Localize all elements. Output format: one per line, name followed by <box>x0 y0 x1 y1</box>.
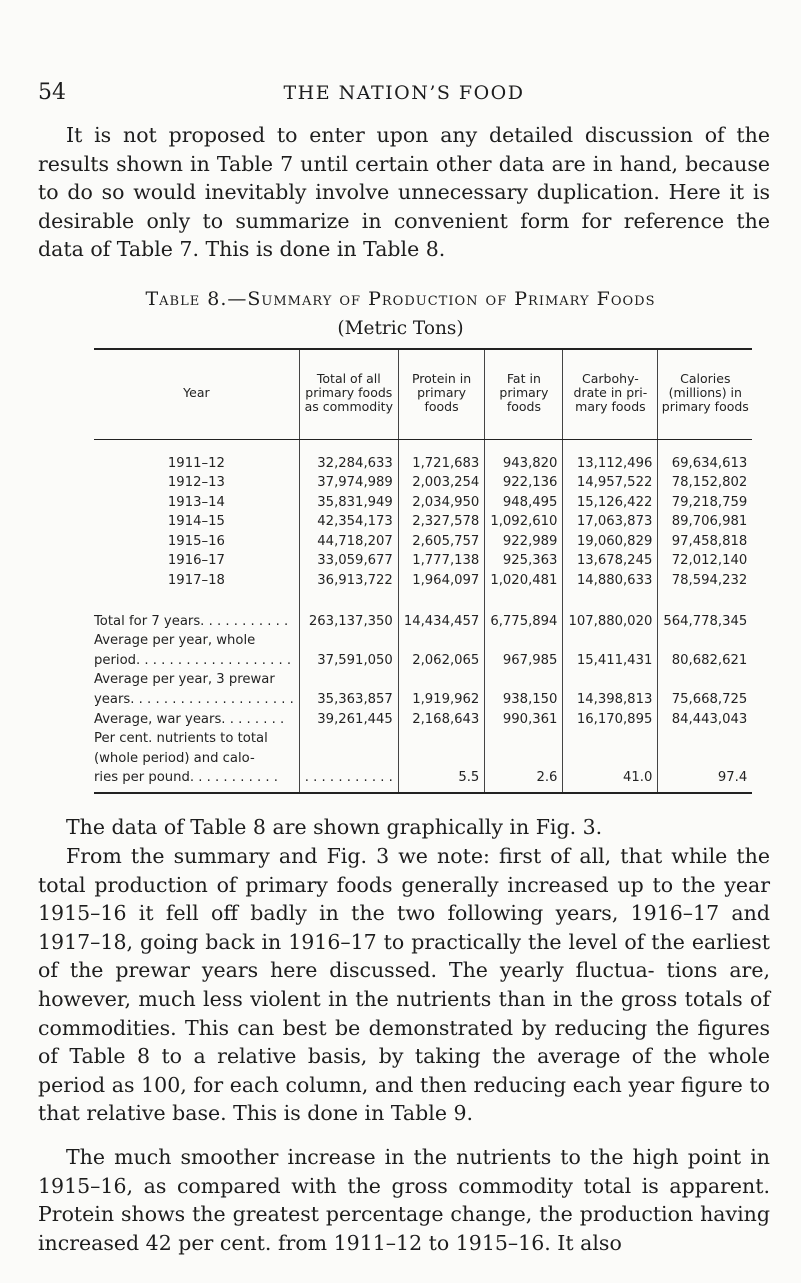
value-cell: 19,060,829 <box>563 532 658 552</box>
table-title: Table 8.—Summary of Production of Primary Foods <box>145 288 656 310</box>
table-row-percent: ries per pound. . . . . . . . . . . . . . . . . . . . . . 5.5 2.6 41.0 97.4 <box>94 768 752 793</box>
table-row <box>94 512 752 532</box>
year-cell: 1917–18 <box>167 573 225 589</box>
value-cell: 44,718,207 <box>299 532 398 552</box>
value-cell: 2,327,578 <box>398 512 485 532</box>
table-row <box>94 532 752 552</box>
body-paragraph-1: The data of Table 8 are shown graphically in Fig. 3. <box>66 815 603 839</box>
value-cell: 37,974,989 <box>299 473 398 493</box>
table-row-total: Total for 7 years. . . . . . . . . . . 263,137,350 14,434,457 6,775,894 107,880,020 564,778,345 <box>94 612 752 632</box>
value-cell: 14,957,522 <box>563 473 658 493</box>
table-row <box>94 571 752 591</box>
header-total: Total of all primary foods as commodity <box>299 349 398 439</box>
page-header <box>38 80 770 110</box>
value-cell: 35,831,949 <box>299 493 398 513</box>
value-cell: 1,964,097 <box>398 571 485 591</box>
table-row <box>94 473 752 493</box>
value-cell: 1,721,683 <box>398 454 485 474</box>
value-cell: 14,880,633 <box>563 571 658 591</box>
value-cell: 1,777,138 <box>398 551 485 571</box>
year-cell: 1916–17 <box>167 553 225 569</box>
value-cell: 72,012,140 <box>658 551 752 571</box>
value-cell: 922,136 <box>485 473 563 493</box>
value-cell: 2,034,950 <box>398 493 485 513</box>
value-cell: 33,059,677 <box>299 551 398 571</box>
table-body <box>94 439 752 793</box>
table-header-row <box>94 349 752 439</box>
table-row-percent-label-2: (whole period) and calo- <box>94 749 752 769</box>
table-row-avg-whole: period. . . . . . . . . . . . . . . . . . . 37,591,050 2,062,065 967,985 15,411,431 80,682,621 <box>94 651 752 671</box>
value-cell: 15,126,422 <box>563 493 658 513</box>
value-cell: 36,913,722 <box>299 571 398 591</box>
year-cell: 1915–16 <box>167 533 225 549</box>
value-cell: 943,820 <box>485 454 563 474</box>
header-protein: Protein in primary foods <box>398 349 485 439</box>
value-cell: 925,363 <box>485 551 563 571</box>
value-cell: 78,152,802 <box>658 473 752 493</box>
summary-table <box>94 348 752 794</box>
year-cell: 1911–12 <box>167 455 225 471</box>
page-number: 54 <box>38 80 66 105</box>
value-cell: 948,495 <box>485 493 563 513</box>
header-year: Year <box>94 349 299 439</box>
value-cell: 97,458,818 <box>658 532 752 552</box>
table-row-percent-label-1: Per cent. nutrients to total <box>94 729 752 749</box>
header-carbohydrate: Carbohy- drate in pri- mary foods <box>563 349 658 439</box>
running-head: THE NATION’S FOOD <box>283 82 525 104</box>
value-cell: 1,020,481 <box>485 571 563 591</box>
table-row-avg-prewar-label: Average per year, 3 prewar <box>94 670 752 690</box>
table-row <box>94 551 752 571</box>
year-cell: 1913–14 <box>167 494 225 510</box>
value-cell: 32,284,633 <box>299 454 398 474</box>
table-row-avg-war: Average, war years. . . . . . . . 39,261,445 2,168,643 990,361 16,170,895 84,443,043 <box>94 710 752 730</box>
table-row-avg-prewar: years. . . . . . . . . . . . . . . . . . . . 35,363,857 1,919,962 938,150 14,398,813 75,668,725 <box>94 690 752 710</box>
value-cell: 79,218,759 <box>658 493 752 513</box>
value-cell: 42,354,173 <box>299 512 398 532</box>
table-row <box>94 454 752 474</box>
intro-paragraph: It is not proposed to enter upon any detailed discussion of the results shown in Table 7 until certain other data are in hand, because to do so would inevitably involve unnecessary duplication. Here it is desirable only to summarize in convenient form for reference the data of Table 7. This is done in Table 8. <box>38 123 770 262</box>
value-cell: 13,678,245 <box>563 551 658 571</box>
table-row-avg-whole-label: Average per year, whole <box>94 631 752 651</box>
header-fat: Fat in primary foods <box>485 349 563 439</box>
value-cell: 78,594,232 <box>658 571 752 591</box>
value-cell: 13,112,496 <box>563 454 658 474</box>
body-paragraph-3: The much smoother increase in the nutrients to the high point in 1915–16, as compared with the gross commodity total is apparent. Protein shows the greatest percentage change, the production having increased 42 per cent. from 1911–12 to 1915–16. It also <box>38 1145 770 1255</box>
value-cell: 2,003,254 <box>398 473 485 493</box>
table-subtitle: (Metric Tons) <box>337 318 464 339</box>
header-calories: Calories (millions) in primary foods <box>658 349 752 439</box>
value-cell: 2,605,757 <box>398 532 485 552</box>
year-cell: 1914–15 <box>167 514 225 530</box>
value-cell: 69,634,613 <box>658 454 752 474</box>
value-cell: 89,706,981 <box>658 512 752 532</box>
value-cell: 17,063,873 <box>563 512 658 532</box>
table-8 <box>94 348 749 794</box>
value-cell: 922,989 <box>485 532 563 552</box>
value-cell: 1,092,610 <box>485 512 563 532</box>
table-row <box>94 493 752 513</box>
year-cell: 1912–13 <box>167 475 225 491</box>
body-paragraph-2: From the summary and Fig. 3 we note: first of all, that while the total production of primary foods generally increased up to the year 1915–16 it fell off badly in the two following years, 1916–17 and 1917–18, going back in 1916–17 to practically the level of the earliest of the prewar years here discussed. The yearly fluctua- tions are, however, much less violent in the nutrients than in the gross totals of commodities. This can best be demonstrated by reducing the figures of Table 8 to a relative basis, by taking the average of the whole period as 100, for each column, and then reducing each year figure to that relative base. This is done in Table 9. <box>38 844 770 1126</box>
